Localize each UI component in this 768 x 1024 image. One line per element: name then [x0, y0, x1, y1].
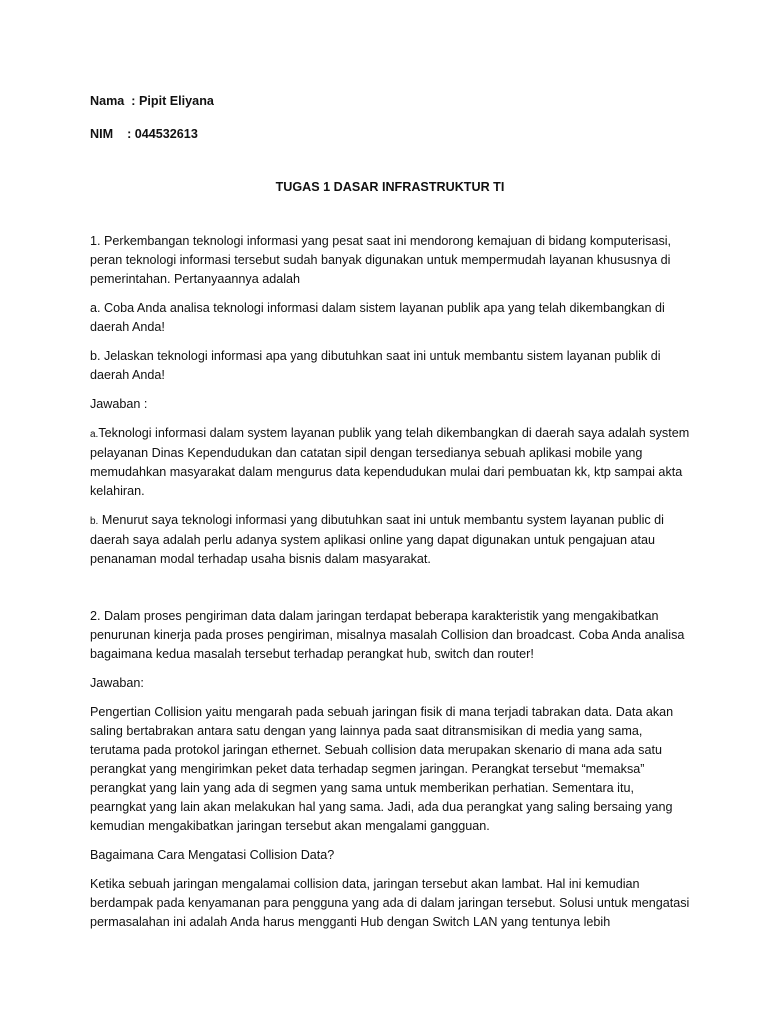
answer-1a-text: Teknologi informasi dalam system layanan publik yang telah dikembangkan di daerah saya adalah system pelayanan Dinas Kependudukan dan catatan sipil dengan tersedianya sebuah aplikasi mobile yang memudahkan masyarakat dalam mengurus data kependudukan mulai dari pembuatan kk, ktp sampai akta kelahiran. [90, 426, 690, 498]
question-1b: b. Jelaskan teknologi informasi apa yang dibutuhkan saat ini untuk membantu sistem layanan publik di daerah Anda! [90, 349, 661, 382]
document-title: TUGAS 1 DASAR INFRASTRUKTUR TI [275, 180, 505, 194]
answer-1-label: Jawaban : [90, 397, 148, 411]
nim-label: NIM : [90, 127, 135, 141]
answer-2-paragraph-1: Pengertian Collision yaitu mengarah pada sebuah jaringan fisik di mana terjadi tabrakan data. Data akan saling bertabrakan antara satu dengan yang lainnya pada saat ditransmisikan di media yang sama, terutama pada protokol jaringan ethernet. Sebuah collision data merupakan skenario di mana ada satu perangkat yang mengirimkan peket data terhadap segmen jaringan. Perangkat tersebut “memaksa” perangkat yang lain yang ada di segmen yang sama untuk memberikan perhatian. Sementara itu, pearngkat yang lain akan melakukan hal yang sama. Jadi, ada dua perangkat yang saling bersaing yang kemudian mengakibatkan jaringan tersebut akan mengalami gangguan. [90, 705, 674, 833]
student-name-row [90, 92, 690, 111]
answer-2-paragraph-3: Ketika sebuah jaringan mengalamai collision data, jaringan tersebut akan lambat. Hal ini kemudian berdampak pada kenyamanan para pengguna yang ada di dalam jaringan tersebut. Solusi untuk mengatasi permasalahan ini adalah Anda harus mengganti Hub dengan Switch LAN yang tentunya lebih [90, 877, 690, 929]
name-value: Pipit Eliyana [139, 94, 214, 108]
nim-value: 044532613 [134, 127, 198, 141]
answer-1a-marker: a. [90, 429, 99, 440]
question-1a: a. Coba Anda analisa teknologi informasi dalam sistem layanan publik apa yang telah dikembangkan di daerah Anda! [90, 301, 665, 334]
answer-1a [90, 424, 690, 501]
answer-1b [90, 511, 690, 569]
question-1: 1. Perkembangan teknologi informasi yang pesat saat ini mendorong kemajuan di bidang komputerisasi, peran teknologi informasi tersebut sudah banyak digunakan untuk mempermudah layanan khususnya di pemerintahan. Pertanyaannya adalah [90, 234, 672, 286]
answer-1b-marker: b. [90, 516, 99, 527]
answer-2-paragraph-2: Bagaimana Cara Mengatasi Collision Data? [90, 848, 335, 862]
name-label: Nama : [90, 94, 139, 108]
question-2: 2. Dalam proses pengiriman data dalam jaringan terdapat beberapa karakteristik yang mengakibatkan penurunan kinerja pada proses pengiriman, misalnya masalah Collision dan broadcast. Coba Anda analisa bagaimana kedua masalah tersebut terhadap perangkat hub, switch dan router! [90, 609, 685, 661]
student-nim-row [90, 125, 690, 144]
answer-1b-text: Menurut saya teknologi informasi yang dibutuhkan saat ini untuk membantu system layanan public di daerah saya adalah perlu adanya system aplikasi online yang dapat digunakan untuk pengajuan atau penanaman modal terhadap usaha bisnis dalam masyarakat. [90, 513, 668, 566]
answer-2-label: Jawaban: [90, 676, 144, 690]
document-content [90, 92, 690, 942]
